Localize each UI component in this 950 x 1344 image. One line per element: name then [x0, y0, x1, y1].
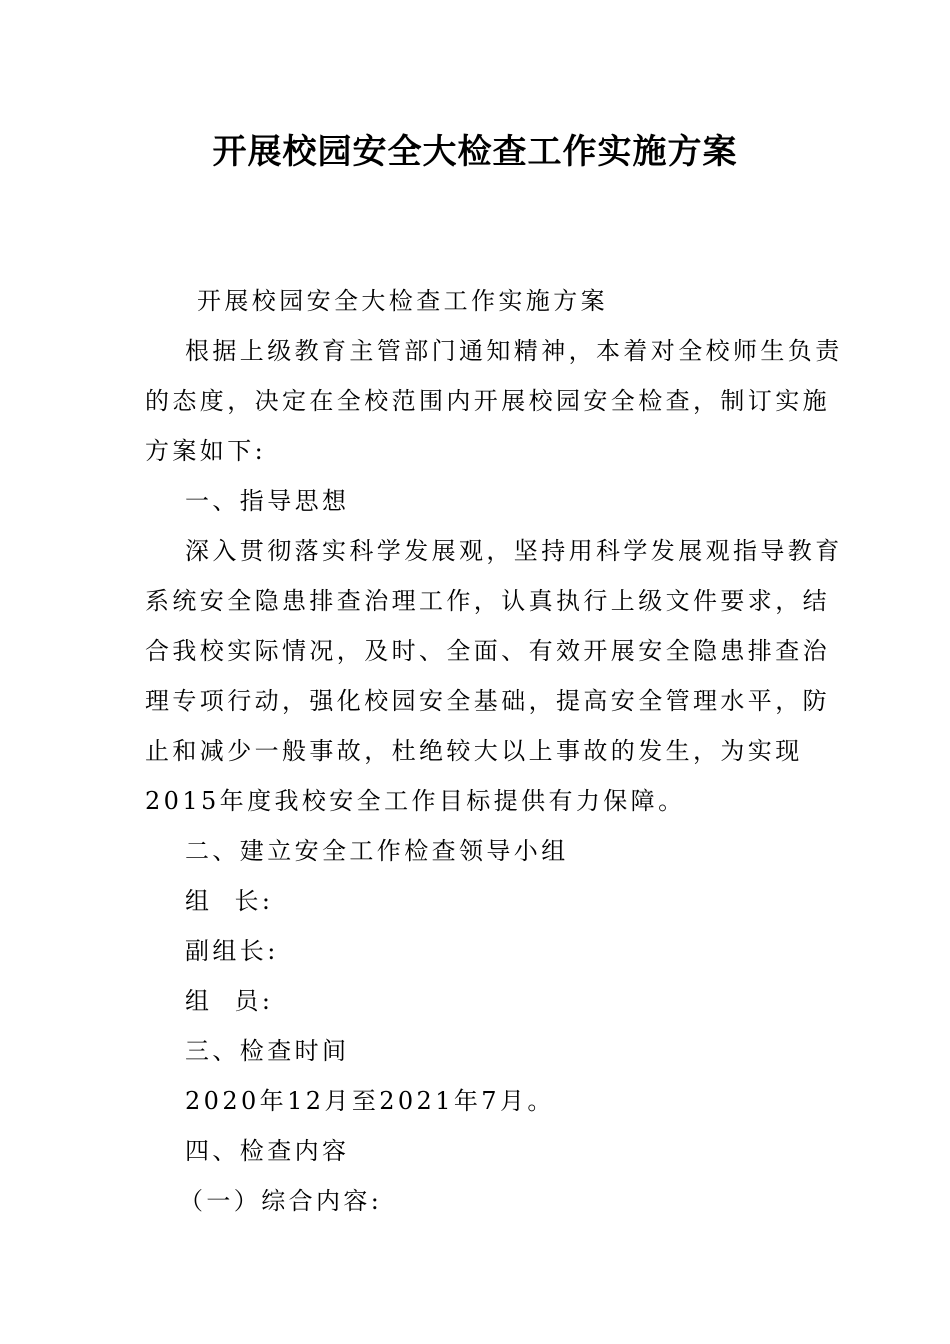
paragraph-line: 深入贯彻落实科学发展观，坚持用科学发展观指导教育	[185, 537, 843, 565]
paragraph-line: 理专项行动，强化校园安全基础，提高安全管理水平，防	[145, 687, 830, 715]
document-title: 开展校园安全大检查工作实施方案	[212, 132, 738, 172]
section-heading: 三、检查时间	[185, 1037, 350, 1065]
leader-line: 组 长:	[185, 887, 274, 915]
paragraph-line: 方案如下:	[145, 437, 267, 465]
section-heading: 一、指导思想	[185, 487, 350, 515]
subtitle-line: 开展校园安全大检查工作实施方案	[197, 287, 608, 315]
paragraph-line: 的态度，决定在全校范围内开展校园安全检查，制订实施	[145, 387, 830, 415]
section-heading: 四、检查内容	[185, 1137, 350, 1165]
paragraph-line: 根据上级教育主管部门通知精神，本着对全校师生负责	[185, 337, 843, 365]
time-range-line: 2020年12月至2021年7月。	[185, 1087, 555, 1115]
deputy-leader-line: 副组长:	[185, 937, 279, 965]
paragraph-line: 止和减少一般事故，杜绝较大以上事故的发生，为实现	[145, 737, 803, 765]
paragraph-line: 2015年度我校安全工作目标提供有力保障。	[145, 787, 686, 815]
subsection-heading: （一）综合内容:	[179, 1187, 383, 1215]
section-heading: 二、建立安全工作检查领导小组	[185, 837, 569, 865]
document-body	[145, 276, 843, 1226]
paragraph-line: 合我校实际情况，及时、全面、有效开展安全隐患排查治	[145, 637, 830, 665]
paragraph-line: 系统安全隐患排查治理工作，认真执行上级文件要求，结	[145, 587, 830, 615]
member-line: 组 员:	[185, 987, 274, 1015]
